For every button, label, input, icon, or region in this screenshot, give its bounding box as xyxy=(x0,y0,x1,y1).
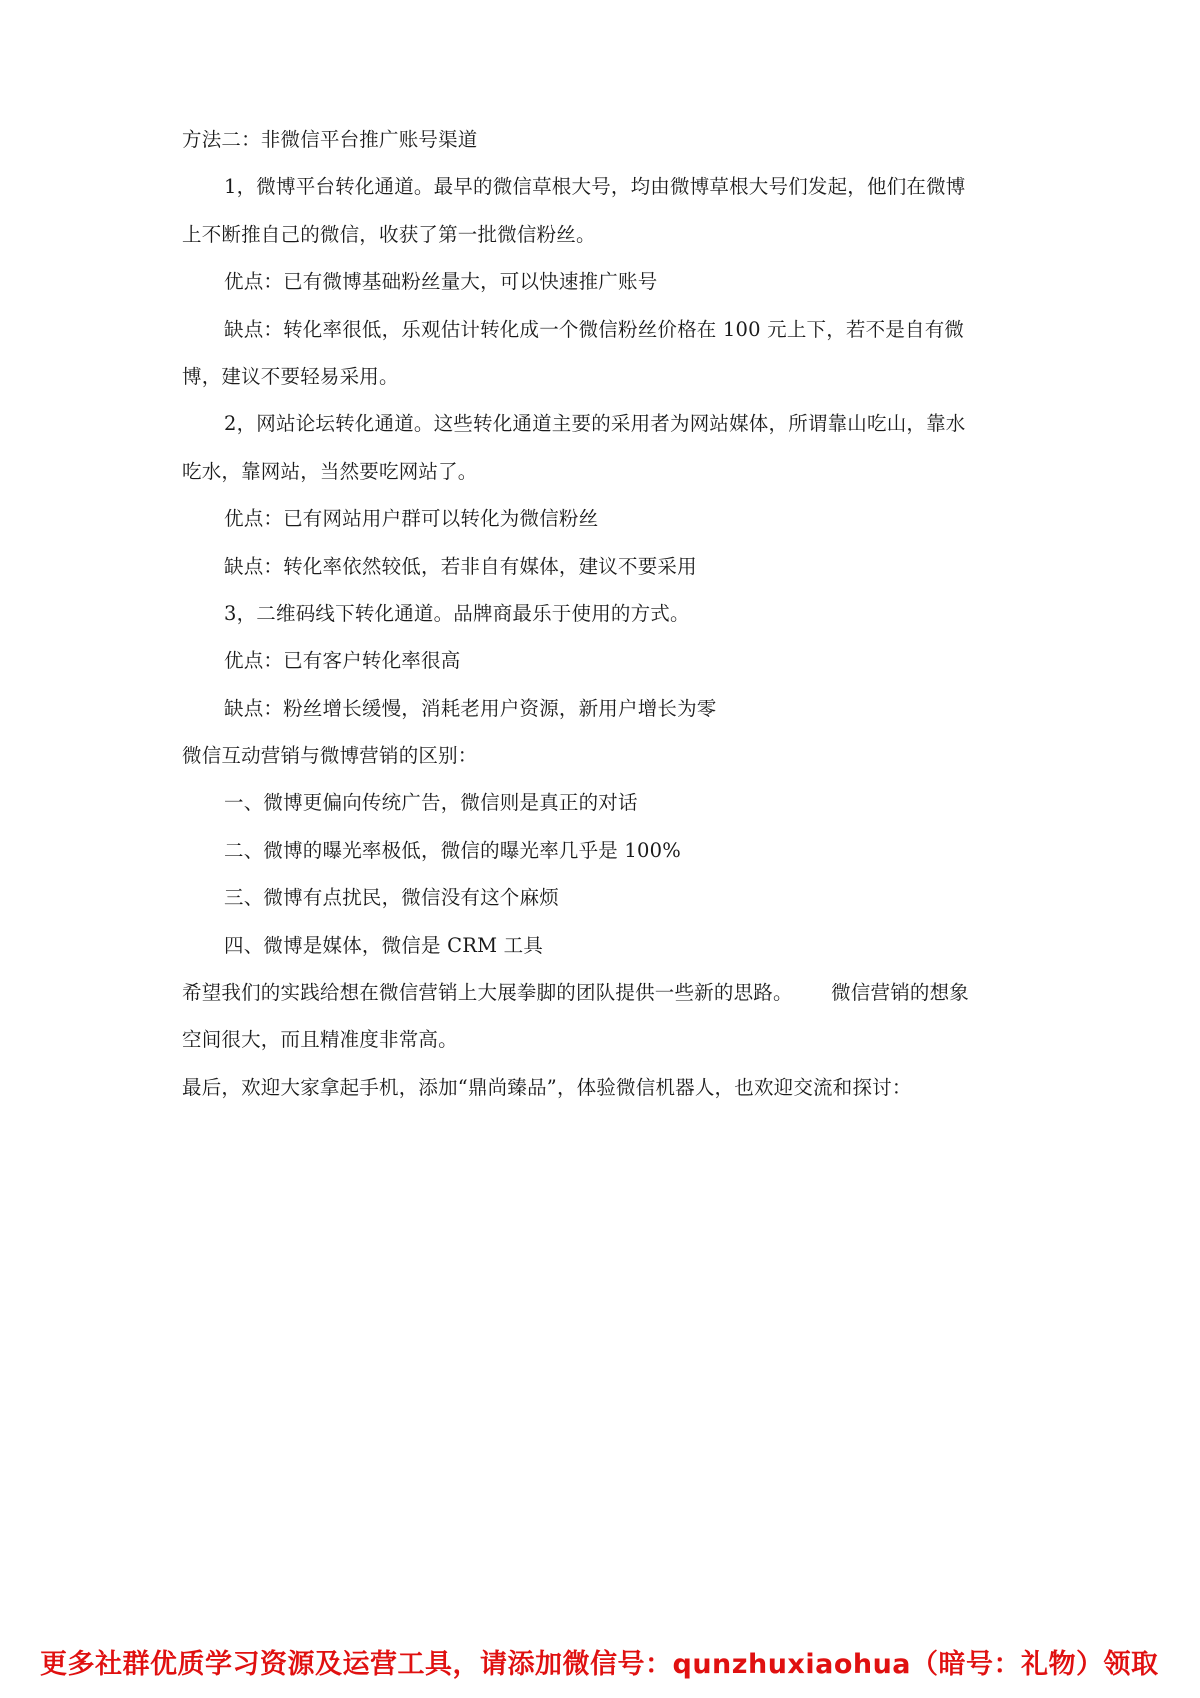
cons-line: 缺点：转化率很低，乐观估计转化成一个微信粉丝价格在 100 元上下，若不是自有微 xyxy=(224,317,965,341)
list-item: 一、微博更偏向传统广告，微信则是真正的对话 xyxy=(224,791,638,815)
paragraph-line: 吃水，靠网站，当然要吃网站了。 xyxy=(182,459,478,483)
footer-promo-banner: 更多社群优质学习资源及运营工具，请添加微信号：qunzhuxiaohua（暗号：礼物）领取 xyxy=(40,1649,1159,1680)
cons-line: 缺点：粉丝增长缓慢，消耗老用户资源，新用户增长为零 xyxy=(224,696,717,720)
paragraph-line: 3，二维码线下转化通道。品牌商最乐于使用的方式。 xyxy=(224,601,690,625)
pros-line: 优点：已有客户转化率很高 xyxy=(224,649,461,673)
paragraph-line: 上不断推自己的微信，收获了第一批微信粉丝。 xyxy=(182,222,596,246)
closing-line: 最后，欢迎大家拿起手机，添加“鼎尚臻品”，体验微信机器人，也欢迎交流和探讨： xyxy=(182,1075,912,1099)
paragraph-line: 1，微博平台转化通道。最早的微信草根大号，均由微博草根大号们发起，他们在微博 xyxy=(224,175,966,199)
paragraph-line: 2，网站论坛转化通道。这些转化通道主要的采用者为网站媒体，所谓靠山吃山，靠水 xyxy=(224,412,966,436)
paragraph-line: 空间很大，而且精准度非常高。 xyxy=(182,1028,458,1052)
list-item: 三、微博有点扰民，微信没有这个麻烦 xyxy=(224,886,559,910)
paragraph-line: 博，建议不要轻易采用。 xyxy=(182,364,399,388)
cons-line: 缺点：转化率依然较低，若非自有媒体，建议不要采用 xyxy=(224,554,697,578)
document-body xyxy=(182,116,1032,1111)
pros-line: 优点：已有网站用户群可以转化为微信粉丝 xyxy=(224,507,599,531)
list-item: 二、微博的曝光率极低，微信的曝光率几乎是 100% xyxy=(224,838,681,862)
section-heading-method-two: 方法二：非微信平台推广账号渠道 xyxy=(182,128,478,151)
paragraph-line: 希望我们的实践给想在微信营销上大展拳脚的团队提供一些新的思路。 微信营销的想象 xyxy=(182,981,969,1005)
list-item: 四、微博是媒体，微信是 CRM 工具 xyxy=(224,933,544,957)
section-heading-differences: 微信互动营销与微博营销的区别： xyxy=(182,744,478,768)
pros-line: 优点：已有微博基础粉丝量大，可以快速推广账号 xyxy=(224,270,658,294)
